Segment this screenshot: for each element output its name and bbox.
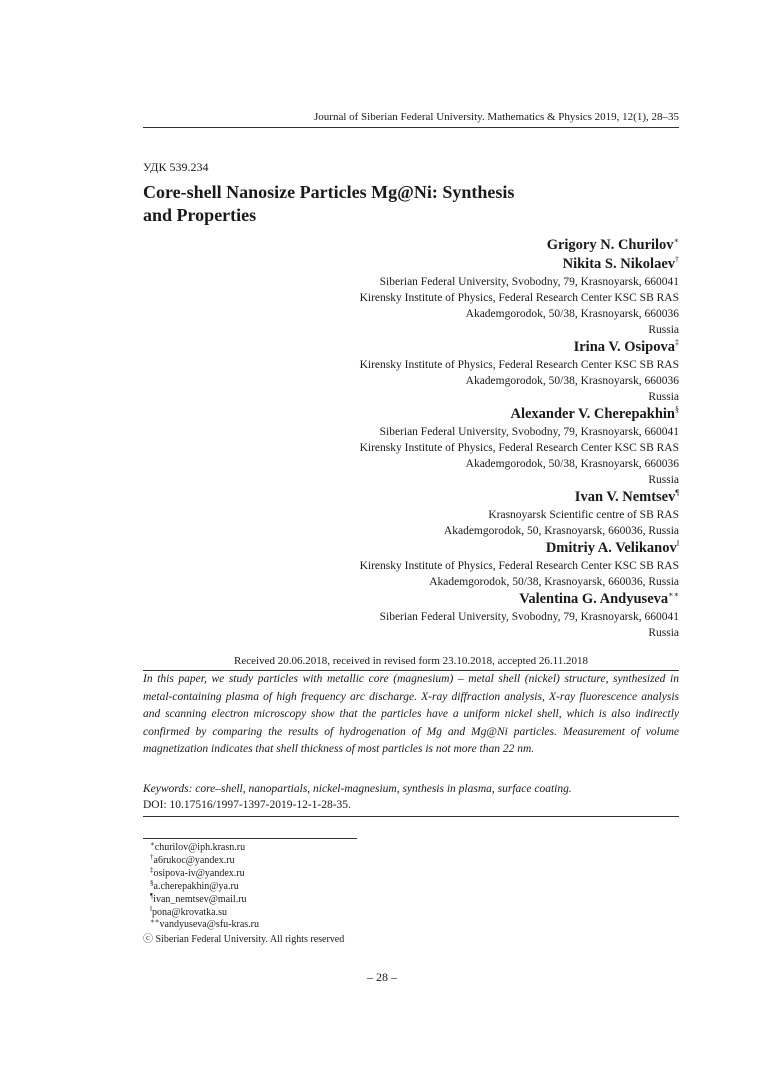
affiliation-line: Akademgorodok, 50/38, Krasnoyarsk, 660036 [465, 458, 679, 470]
affiliation-line: Siberian Federal University, Svobodny, 79, Krasnoyarsk, 660041 [379, 426, 679, 438]
footnote-mark: ∗ [150, 840, 155, 848]
author-name-text: Valentina G. Andyuseva [519, 591, 669, 607]
author-name [143, 488, 679, 507]
author-name [143, 338, 679, 357]
affiliation-line: Kirensky Institute of Physics, Federal Research Center KSC SB RAS [359, 359, 679, 371]
footnote [150, 904, 259, 920]
affiliation-line: Russia [648, 627, 679, 639]
title-line: Core-shell Nanosize Particles Mg@Ni: Synthesis [143, 182, 515, 202]
affiliation-line: Kirensky Institute of Physics, Federal Research Center KSC SB RAS [359, 442, 679, 454]
affiliation-line: Kirensky Institute of Physics, Federal Research Center KSC SB RAS [359, 292, 679, 304]
author-name [143, 405, 679, 424]
footnote [150, 852, 259, 868]
footnote-email: vandyuseva@sfu-kras.ru [159, 919, 259, 931]
affiliation-line: Russia [648, 391, 679, 403]
title-line: and Properties [143, 205, 257, 225]
author-name-text: Ivan V. Nemtsev [574, 489, 676, 505]
page-number: – 28 – [367, 970, 397, 984]
author-name [143, 236, 679, 255]
author-name-text: Irina V. Osipova [573, 339, 675, 355]
affiliation-line: Siberian Federal University, Svobodny, 79, Krasnoyarsk, 660041 [379, 611, 679, 623]
footnote [150, 842, 259, 855]
footnote-rule [143, 838, 357, 839]
affiliation-line: Akademgorodok, 50/38, Krasnoyarsk, 660036 [465, 375, 679, 387]
footnote [150, 891, 259, 907]
author-name-text: Alexander V. Cherepakhin [510, 406, 675, 422]
footnote-mark: ∗∗ [668, 590, 679, 599]
affiliation-line: Akademgorodok, 50, Krasnoyarsk, 660036, Russia [443, 525, 679, 537]
received-dates: Received 20.06.2018, received in revised form 23.10.2018, accepted 26.11.2018 [234, 655, 588, 667]
affiliation-line: Russia [648, 324, 679, 336]
footnote [150, 919, 259, 932]
footnote-mark: † [675, 255, 679, 264]
doi: DOI: 10.17516/1997-1397-2019-12-1-28-35. [143, 799, 351, 811]
footnote-mark: ∗ [673, 236, 679, 245]
footnote-mark: ∗∗ [150, 917, 160, 926]
author-name-text: Nikita S. Nikolaev [562, 256, 675, 272]
footnote-email: ivan_nemtsev@mail.ru [153, 893, 247, 905]
affiliation-line: Akademgorodok, 50/38, Krasnoyarsk, 660036, Russia [429, 576, 679, 588]
keywords: Keywords: core–shell, nanopartials, nickel-magnesium, synthesis in plasma, surface coating. [143, 783, 572, 795]
author-name [143, 590, 679, 609]
header-rule [143, 127, 679, 128]
footnote-mark: ¶ [675, 488, 679, 497]
footnote-mark: § [675, 405, 679, 414]
abstract: In this paper, we study particles with metallic core (magnesium) – metal shell (nickel) structure, synthesized in metal-containing plasma of high frequency arc discharge. X-ray diffraction analysis, X-ray fluorescence analysis and scanning electron microscopy show that the particles have a uniform nickel shell, which is also indirectly confirmed by comparing the results of hydrogenation of Mg and Mg@Ni particles. Measurement of volume magnetization indicates that shell thickness of most particles is not more than 22 nm. [143, 673, 679, 755]
footnote-mark: † [150, 852, 154, 861]
footnote-mark: § [150, 878, 154, 887]
author-name [143, 255, 679, 274]
footnote-email: churilov@iph.krasn.ru [154, 842, 246, 853]
footnote-email: a.cherepakhin@ya.ru [153, 880, 239, 892]
affiliation-line: Akademgorodok, 50/38, Krasnoyarsk, 660036 [465, 308, 679, 320]
author-name-text: Dmitriy A. Velikanov [545, 540, 677, 556]
author-name-text: Grigory N. Churilov [546, 237, 674, 253]
affiliation-line: Russia [648, 474, 679, 486]
footnote-mark: ‡ [675, 338, 679, 347]
footnote [150, 878, 259, 894]
affiliation-line: Krasnoyarsk Scientific centre of SB RAS [488, 509, 679, 521]
copyright: ⓒ Siberian Federal University. All rights reserved [143, 934, 345, 945]
affiliation-line: Kirensky Institute of Physics, Federal Research Center KSC SB RAS [359, 560, 679, 572]
affiliation-line: Siberian Federal University, Svobodny, 79, Krasnoyarsk, 660041 [379, 276, 679, 288]
footnote-email: osipova-iv@yandex.ru [153, 867, 245, 879]
footnote-mark: ‖ [150, 904, 152, 913]
footnote-mark: ‖ [676, 539, 679, 548]
footnote-email: a6rukoc@yandex.ru [153, 854, 235, 866]
udk-code: УДК 539.234 [143, 160, 209, 174]
footnotes [150, 842, 259, 932]
author-name [143, 539, 679, 558]
author-list [143, 236, 679, 641]
footnote-mark: ‡ [150, 865, 154, 874]
running-header: Journal of Siberian Federal University. Mathematics & Physics 2019, 12(1), 28–35 [314, 111, 679, 123]
paper-title [143, 181, 623, 227]
abstract-bottom-rule [143, 816, 679, 817]
footnote [150, 865, 259, 881]
footnote-mark: ¶ [150, 891, 154, 900]
footnote-email: pona@krovatka.su [151, 906, 227, 918]
